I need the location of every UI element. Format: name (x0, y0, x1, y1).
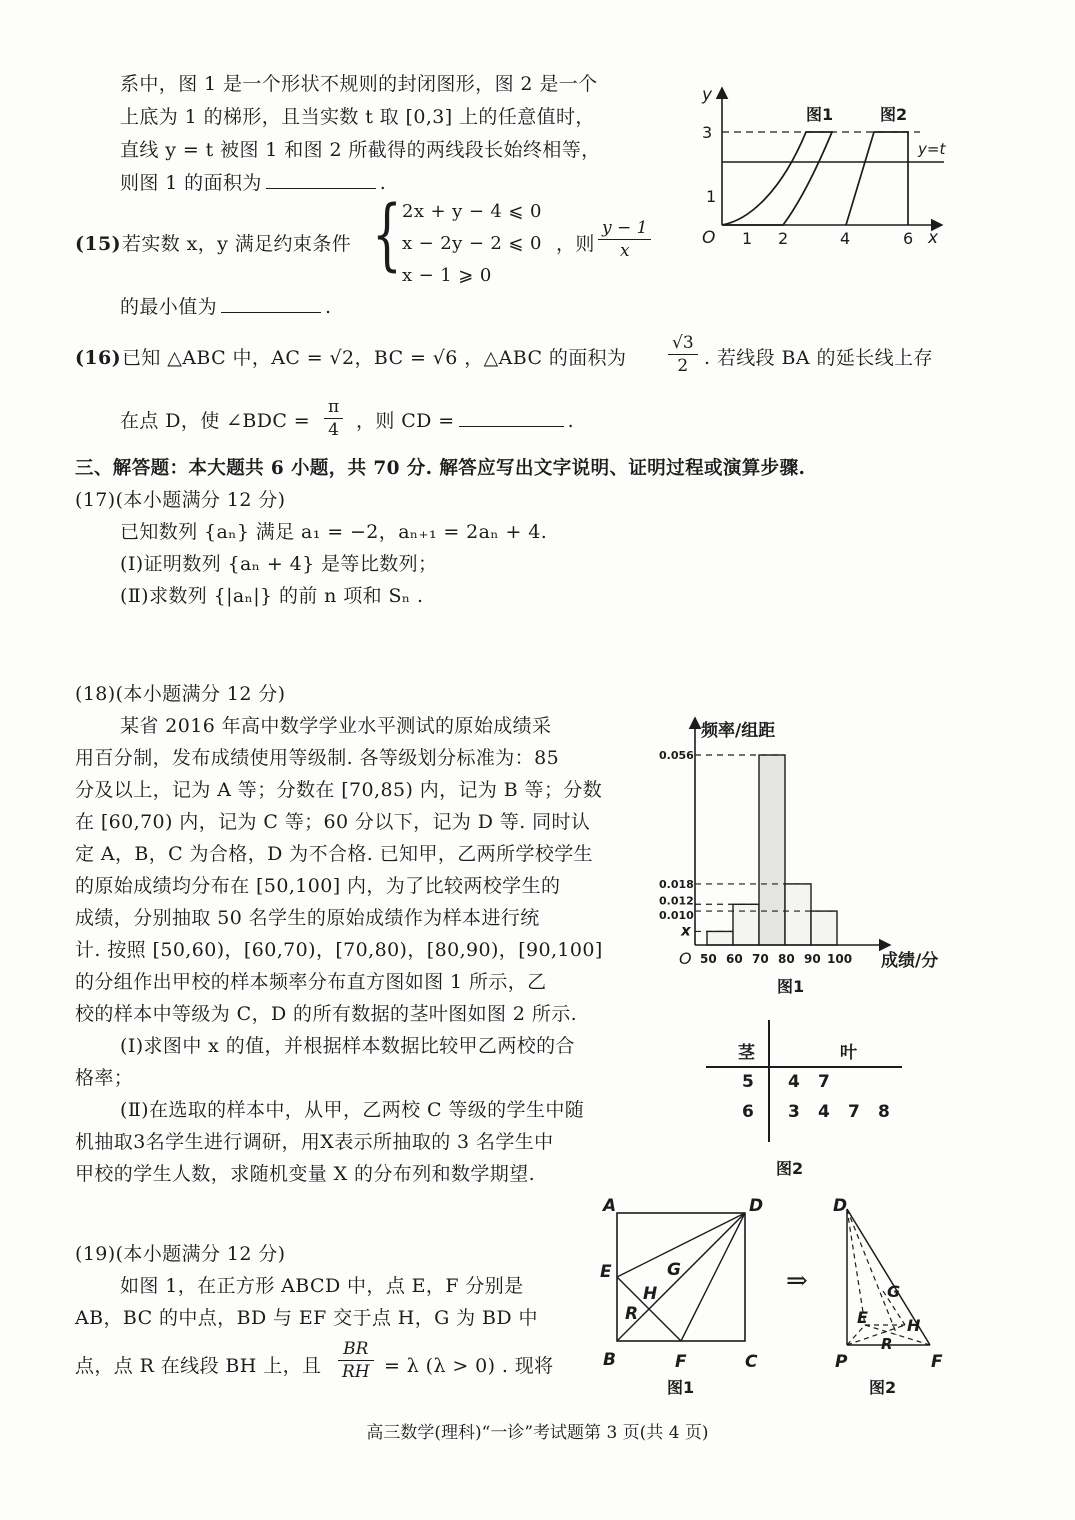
hist-y-tick-3: 0.012 (659, 894, 694, 908)
hist-x-label: 成绩/分 (881, 951, 939, 971)
q15-brace: { (372, 190, 402, 280)
histogram-bar-1 (707, 931, 733, 945)
x-tick-1: 1 (742, 229, 753, 248)
leaf-row-2-d: 8 (878, 1102, 890, 1122)
histogram-bar-5 (811, 911, 837, 945)
q18-line-1: 某省 2016 年高中数学学业水平测试的原始成绩采 (120, 715, 552, 737)
q15-line-2 (120, 293, 331, 321)
label-e: E (600, 1262, 612, 1282)
q16-number: (16) (75, 347, 122, 369)
q17-line-1: 已知数列 {aₙ} 满足 a₁ = −2，aₙ₊₁ = 2aₙ + 4. (120, 521, 548, 543)
q19-line-3a: 点，点 R 在线段 BH 上，且 (75, 1355, 322, 1377)
fig2-label-g: G (887, 1282, 901, 1301)
q16-fraction-2 (320, 396, 347, 441)
stem-leaf-plot (706, 1020, 906, 1145)
line-label: y=t (918, 140, 946, 158)
label-g: G (667, 1260, 681, 1280)
hist-caption: 图1 (777, 977, 805, 996)
q14-line-4 (120, 169, 386, 197)
segment-fd (681, 1213, 745, 1341)
stem-row-1: 5 (742, 1072, 754, 1092)
q16-frac-den: 2 (677, 356, 689, 376)
q15-fraction (594, 217, 655, 262)
q18-line-9: 的分组作出甲校的样本频率分布直方图如图 1 所示，乙 (75, 971, 547, 993)
q15-constraint-2: x − 2y − 2 ⩽ 0 (402, 233, 542, 254)
transform-arrow: ⇒ (786, 1266, 808, 1296)
histogram-figure (655, 710, 965, 1000)
q15-then: ，则 (556, 233, 595, 255)
fig2-label-d: D (833, 1196, 848, 1216)
q19-figure-2 (825, 1195, 955, 1400)
histogram-bar-3 (759, 755, 785, 945)
q15-constraint-1: 2x + y − 4 ⩽ 0 (402, 201, 542, 222)
segment-ed (617, 1213, 745, 1277)
q19-line-3b: = λ (λ > 0) . 现将 (384, 1355, 554, 1377)
q15-frac-den: x (619, 241, 630, 261)
fig2-label-h: H (907, 1316, 921, 1335)
q19-frac-num: BR (338, 1338, 374, 1361)
axis-x-label: x (928, 228, 939, 248)
hist-y-tick-4: 0.018 (659, 877, 694, 891)
q16-answer-blank (459, 425, 564, 427)
y-tick-3: 3 (702, 123, 713, 142)
q17-heading: (17)(本小题满分 12 分) (75, 489, 286, 511)
q15-text: 若实数 x，y 满足约束条件 (122, 233, 352, 255)
label-h: H (643, 1284, 658, 1304)
edge-dr (847, 1209, 897, 1335)
q16-end: . (567, 410, 575, 432)
label-c: C (745, 1352, 758, 1372)
figure-1-shape (722, 132, 832, 225)
leaf-row-1-b: 7 (818, 1072, 830, 1092)
q15-end: . (325, 296, 332, 318)
histogram-bar-2 (733, 904, 759, 945)
hist-x-tick-50: 50 (700, 952, 717, 966)
x-tick-2: 2 (778, 229, 789, 248)
hist-y-tick-2: 0.010 (659, 909, 694, 923)
hist-x-tick-60: 60 (726, 952, 743, 966)
q18-line-11: (Ⅰ)求图中 x 的值，并根据样本数据比较甲乙两校的合 (120, 1035, 575, 1057)
label-f: F (675, 1352, 687, 1372)
histogram-bar-4 (785, 884, 811, 945)
leaf-row-2-a: 3 (788, 1102, 800, 1122)
q15-number: (15) (75, 233, 122, 255)
hist-y-tick-5: 0.056 (659, 749, 694, 762)
hist-origin: O (679, 949, 692, 968)
stem-leaf-horizontal-line (706, 1066, 902, 1068)
q14-line-1: 系中，图 1 是一个形状不规则的封闭图形，图 2 是一个 (120, 73, 598, 95)
stem-leaf-vertical-line (768, 1020, 770, 1142)
q16-line-2b: ，则 CD = (356, 410, 455, 432)
axis-y-label: y (702, 85, 713, 105)
q19-frac-den: RH (342, 1362, 370, 1382)
label-d: D (749, 1196, 764, 1216)
q14-line-3: 直线 y = t 被图 1 和图 2 所截得的两线段长始终相等， (120, 139, 601, 161)
fig2-label-r: R (881, 1335, 893, 1353)
q19-fig2-caption: 图2 (869, 1378, 897, 1397)
fig2-label-e: E (857, 1308, 868, 1327)
fig1-label: 图1 (806, 105, 834, 124)
origin-label: O (702, 228, 716, 248)
q16-frac2-num: π (324, 396, 343, 419)
q18-line-3: 分及以上，记为 A 等；分数在 [70,85) 内，记为 B 等；分数 (75, 779, 603, 801)
q16-fraction-1 (664, 332, 702, 377)
q19-fraction (334, 1338, 378, 1383)
q16-frac2-den: 4 (328, 420, 339, 440)
label-r: R (625, 1304, 639, 1324)
q14-answer-blank (266, 187, 376, 189)
hist-y-label: 频率/组距 (701, 721, 776, 741)
q18-line-2: 用百分制，发布成绩使用等级制. 各等级划分标准为：85 (75, 747, 560, 769)
q16-frac-num: √3 (668, 332, 698, 355)
q19-figure-1 (595, 1195, 775, 1400)
fig2-label: 图2 (880, 105, 908, 124)
q19-line-2: AB，BC 的中点，BD 与 EF 交于点 H，G 为 BD 中 (75, 1307, 538, 1329)
q15-constraint-3: x − 1 ⩾ 0 (402, 265, 492, 286)
leaf-row-1-a: 4 (788, 1072, 800, 1092)
q18-line-8: 计. 按照 [50,60)，[60,70)，[70,80)，[80,90)，[90,100] (75, 939, 603, 961)
section-3-heading: 三、解答题：本大题共 6 小题，共 70 分. 解答应写出文字说明、证明过程或演算步骤. (75, 458, 806, 479)
hist-y-tick-1: x (681, 921, 691, 940)
x-tick-4: 4 (840, 229, 851, 248)
x-tick-6: 6 (903, 229, 914, 248)
q14-end: . (379, 172, 387, 194)
fig2-label-f: F (931, 1352, 943, 1372)
q15-line-2-text: 的最小值为 (120, 296, 218, 318)
q18-line-7: 成绩，分别抽取 50 名学生的原始成绩作为样本进行统 (75, 907, 540, 929)
leaf-header: 叶 (840, 1043, 857, 1063)
hist-x-tick-80: 80 (778, 952, 795, 966)
y-tick-1: 1 (706, 187, 717, 206)
fig2-label-p: P (835, 1352, 848, 1372)
hist-x-tick-100: 100 (827, 952, 853, 966)
q18-line-14: 机抽取3名学生进行调研，用X表示所抽取的 3 名学生中 (75, 1131, 554, 1153)
q15-answer-blank (221, 311, 321, 313)
q18-heading: (18)(本小题满分 12 分) (75, 683, 286, 705)
q16-line-1b: . 若线段 BA 的延长线上存 (704, 347, 933, 369)
q16-line-1a: 已知 △ABC 中，AC = √2，BC = √6 ，△ABC 的面积为 (122, 347, 627, 369)
q17-line-3: (Ⅱ)求数列 {|aₙ|} 的前 n 项和 Sₙ . (120, 585, 424, 607)
q18-line-12: 格率； (75, 1067, 134, 1089)
q18-line-6: 的原始成绩均分布在 [50,100] 内，为了比较两校学生的 (75, 875, 561, 897)
q18-line-13: (Ⅱ)在选取的样本中，从甲，乙两校 C 等级的学生中随 (120, 1099, 585, 1121)
q18-line-10: 校的样本中等级为 C，D 的所有数据的茎叶图如图 2 所示. (75, 1003, 578, 1025)
q18-line-5: 定 A，B，C 为合格，D 为不合格. 已知甲，乙两所学校学生 (75, 843, 594, 865)
q15-frac-num: y − 1 (598, 217, 651, 240)
q14-line-2: 上底为 1 的梯形，且当实数 t 取 [0,3] 上的任意值时， (120, 106, 595, 128)
q18-line-4: 在 [60,70) 内，记为 C 等；60 分以下，记为 D 等. 同时认 (75, 811, 591, 833)
q19-heading: (19)(本小题满分 12 分) (75, 1243, 286, 1265)
q17-line-2: (Ⅰ)证明数列 {aₙ + 4} 是等比数列； (120, 553, 438, 575)
q16-line-2 (356, 407, 574, 435)
figure-2-trapezoid (846, 132, 908, 225)
leaf-row-2-c: 7 (848, 1102, 860, 1122)
hist-x-tick-90: 90 (804, 952, 821, 966)
segment-rd (643, 1213, 745, 1315)
q14-line-4-text: 则图 1 的面积为 (120, 172, 262, 194)
q14-figure (690, 80, 955, 255)
q16-line-2a: 在点 D，使 ∠BDC = (120, 410, 311, 432)
page-footer: 高三数学(理科)“一诊”考试题第 3 页(共 4 页) (366, 1423, 709, 1443)
stem-header: 茎 (738, 1043, 755, 1063)
q19-line-1: 如图 1，在正方形 ABCD 中，点 E，F 分别是 (120, 1275, 524, 1297)
label-a: A (603, 1196, 617, 1216)
hist-x-tick-70: 70 (752, 952, 769, 966)
stem-row-2: 6 (742, 1102, 754, 1122)
q19-fig1-caption: 图1 (667, 1378, 695, 1397)
label-b: B (603, 1350, 616, 1370)
q18-line-15: 甲校的学生人数，求随机变量 X 的分布列和数学期望. (75, 1163, 536, 1185)
leaf-row-2-b: 4 (818, 1102, 830, 1122)
stem-leaf-caption: 图2 (776, 1159, 804, 1178)
